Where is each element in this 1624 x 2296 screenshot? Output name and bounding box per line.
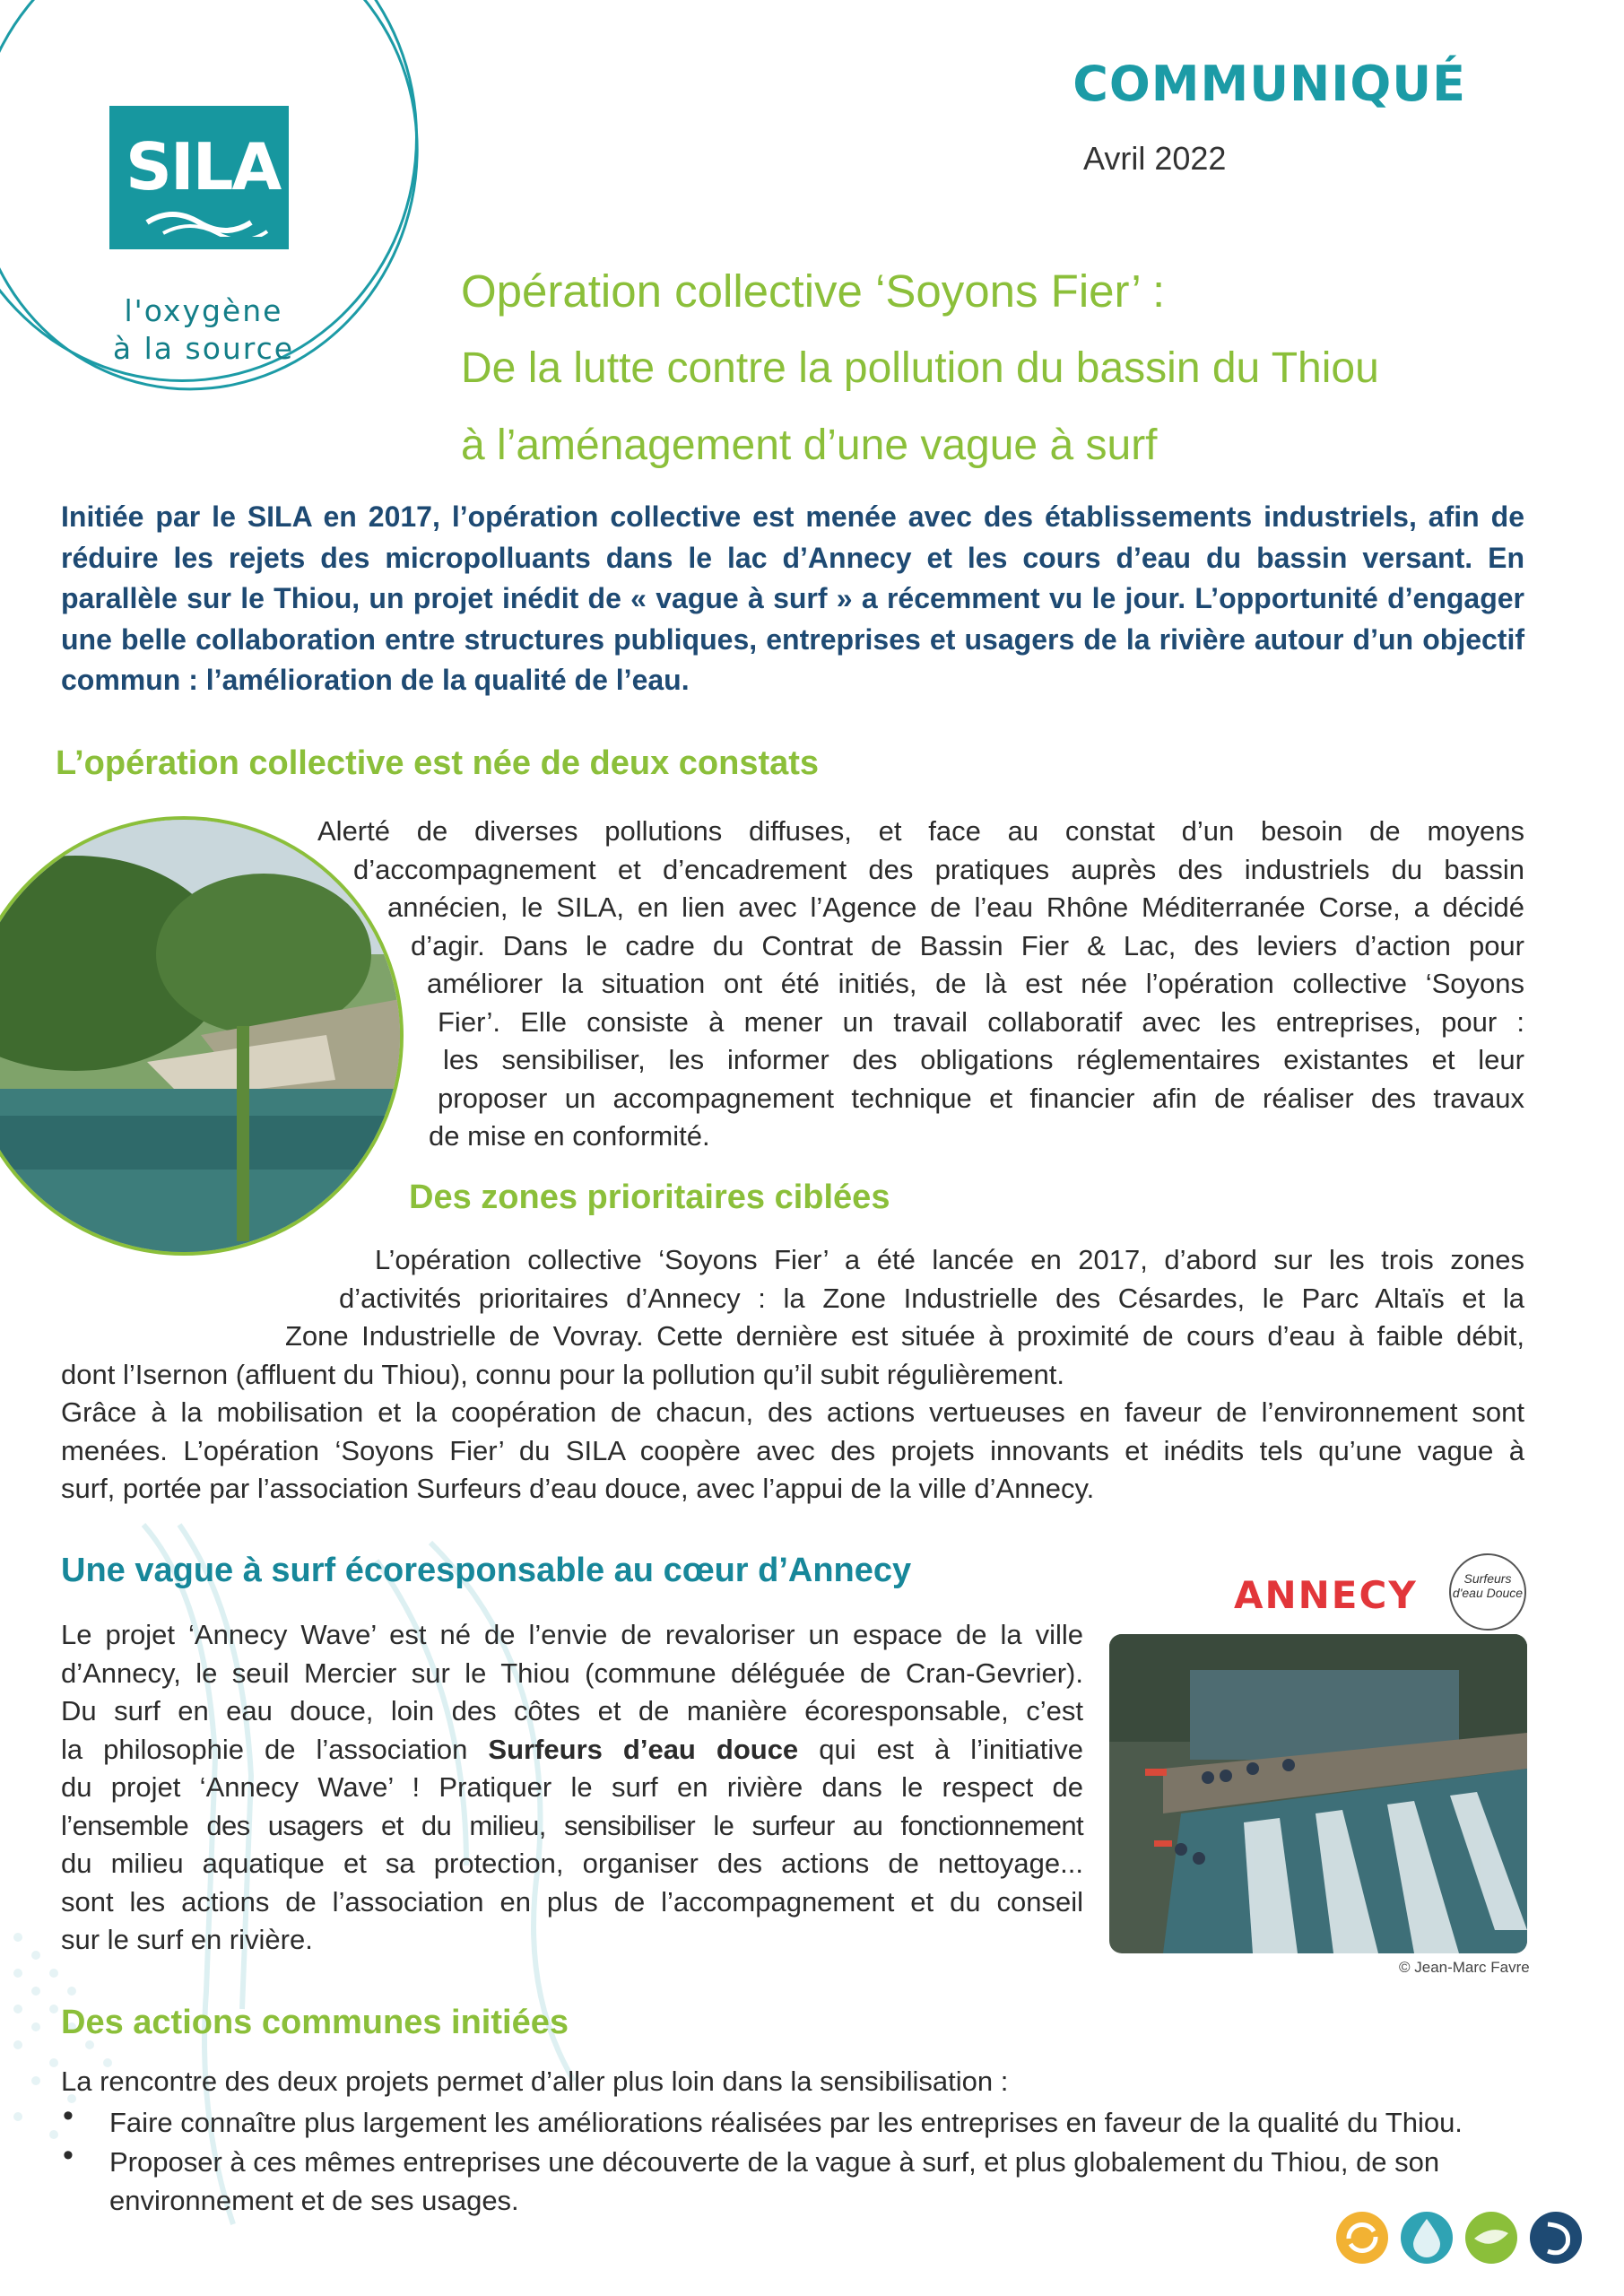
surf-wave-photo <box>1109 1634 1527 1953</box>
logo-tagline: l'oxygène à la source <box>112 293 295 366</box>
photo-credit: © Jean-Marc Favre <box>1399 1959 1530 1976</box>
section3-body: Le projet ‘Annecy Wave’ est né de l’envie de revaloriser un espace de la ville d’Annecy, le seuil Mercier sur le Thiou (commune déléguée de Cran-Gevrier). Du surf en eau douce, loin des côtes et de manière écoresponsable, c’est la philosophie de l’association Surfeurs d’eau douce qui est à l’initiative du projet ‘Annecy Wave’ ! Pratiquer le surf en rivière dans le respect de l’ensemble des usagers et du milieu, sensibiliser le surfeur au fonctionnement du milieu aquatique et sa protection, organiser des actions de nettoyage... sont les actions de l’association en plus de l’accompagnement et du conseil sur le surf en rivière. <box>61 1619 1084 1955</box>
section1-body: Alerté de diverses pollutions diffuses, et face au constat d’un besoin de moyens d’accompagnement et d’encadrement des pratiques auprès des industriels du bassin annécien, le SILA, en lien avec l’Agence de l’eau Rhône Méditerranée Corse, a décidé d’agir. Dans le cadre du Contrat de Bassin Fier & Lac, des leviers d’action pour améliorer la situation ont été initiés, de là est née l’opération collective ‘Soyons Fier’. Elle consiste à mener un travail collaboratif avec les entreprises, pour : les sensibiliser, les informer des obligations réglementaires existantes et leur proposer un accompagnement technique et financier afin de réaliser des travaux de mise en conformité. <box>317 815 1524 1152</box>
annecy-logo: ANNECY <box>1234 1573 1418 1617</box>
leaf-icon <box>1465 2212 1517 2264</box>
document-type: COMMUNIQUÉ <box>1073 56 1466 112</box>
section1-heading: L’opération collective est née de deux constats <box>56 744 820 782</box>
bullet-item-2: Proposer à ces mêmes entreprises une découverte de la vague à surf, et plus globalement du Thiou, de son <box>109 2146 1440 2178</box>
bullet-marker: • <box>63 2099 74 2133</box>
page-title: Opération collective ‘Soyons Fier’ : De la lutte contre la pollution du bassin du Thiou à l’aménagement d’une vague à surf <box>461 265 1379 469</box>
swirl-icon <box>1530 2212 1582 2264</box>
section2-body: L’opération collective ‘Soyons Fier’ a été lancée en 2017, d’abord sur les trois zones d’activités prioritaires d’Annecy : la Zone Industrielle des Césardes, le Parc Altaïs et la Zone Industrielle de Vovray. Cette dernière est située à proximité de cours d’eau à faible débit, dont l’Isernon (affluent du Thiou), connu pour la pollution qu’il subit régulièrement. Grâce à la mobilisation et la coopération de chacun, des actions vertueuses en faveur de l’environnement sont menées. L’opération ‘Soyons Fier’ du SILA coopère avec des projets innovants et inédits tels qu’une vague à surf, portée par l’association Surfeurs d’eau douce, avec l’appui de la ville d’Annecy. <box>61 1244 1524 1504</box>
recycle-icon <box>1336 2212 1388 2264</box>
wave-icon <box>145 206 271 237</box>
document-date: Avril 2022 <box>1083 140 1227 177</box>
surf-association-logo: Surfeurs d'eau Douce <box>1449 1553 1526 1631</box>
water-drop-icon <box>1401 2212 1453 2264</box>
association-name: Surfeurs d’eau douce <box>488 1733 799 1765</box>
section4-heading: Des actions communes initiées <box>61 2004 569 2041</box>
lead-paragraph: Initiée par le SILA en 2017, l’opération collective est menée avec des établissements industriels, afin de réduire les rejets des micropolluants dans le lac d’Annecy et les cours d’eau du bassin versant. En parallèle sur le Thiou, un projet inédit de « vague à surf » a récemment vu le jour. L’opportunité d’engager une belle collaboration entre structures publiques, entreprises et usagers de la rivière autour d’un objectif commun : l’amélioration de la qualité de l’eau. <box>61 500 1524 696</box>
bullet-marker: • <box>63 2138 74 2172</box>
bullet-item-1: Faire connaître plus largement les améliorations réalisées par les entreprises en faveur de la qualité du Thiou. <box>109 2107 1463 2138</box>
sila-logo: SILA <box>109 106 289 249</box>
section3-heading: Une vague à surf écoresponsable au cœur d’Annecy <box>61 1552 912 1589</box>
section4-intro: La rencontre des deux projets permet d’aller plus loin dans la sensibilisation : <box>61 2066 1009 2097</box>
section2-heading: Des zones prioritaires ciblées <box>409 1178 890 1216</box>
bullet-item-2-continued: environnement et de ses usages. <box>109 2185 519 2216</box>
